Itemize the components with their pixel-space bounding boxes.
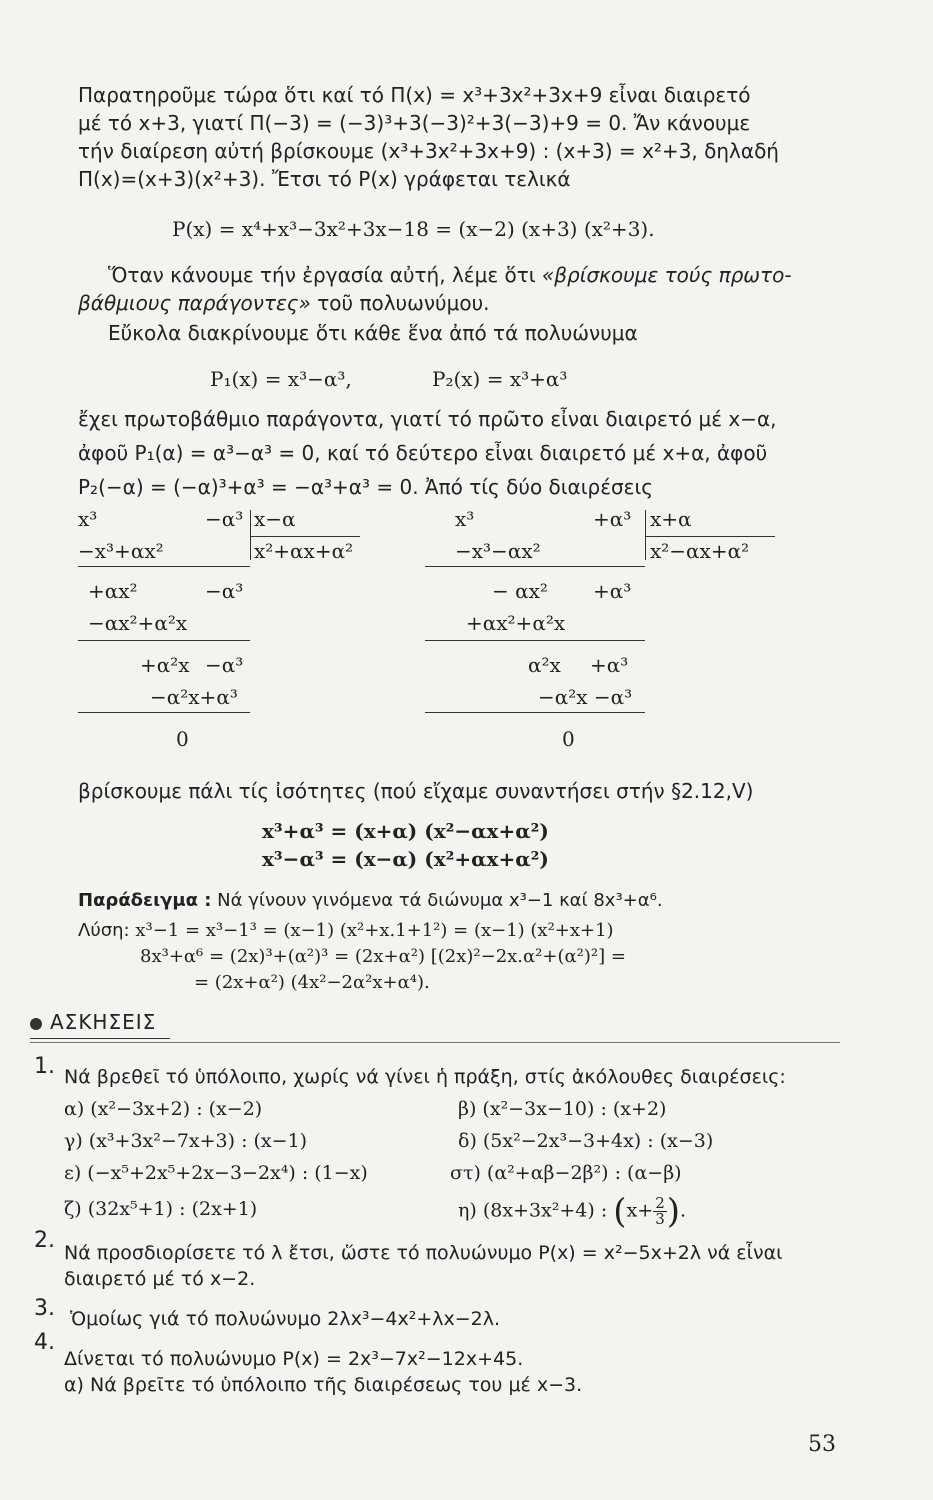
exercise-number: 3. <box>34 1296 55 1321</box>
exercises-heading <box>30 1010 156 1034</box>
solution-label: Λύση: <box>78 920 130 941</box>
subtraction-term: −x³−αx² <box>455 539 541 563</box>
solution-text: x³−1 = x³−1³ = (x−1) (x²+x.1+1²) = (x−1) (x²+x+1) <box>129 920 614 941</box>
subtraction-term: +αx²+α²x <box>466 611 566 635</box>
division-bar <box>645 510 646 560</box>
exercise-item: η) (8x+3x²+4) : (x+ $\frac{2}{3}$ ). <box>458 1191 687 1232</box>
remainder-term: − αx² <box>492 579 548 603</box>
text-span: Ὅταν κάνουμε τήν ἐργασία αὐτή, λέμε ὅτι <box>108 263 542 287</box>
exercise-number: 1. <box>34 1054 55 1079</box>
identity-sum-of-cubes: x³+α³ = (x+α) (x²−αx+α²) <box>262 819 549 843</box>
exercise-number: 2. <box>34 1228 55 1253</box>
text-span: τοῦ πολυωνύμου. <box>310 291 490 315</box>
dividend-term: −α³ <box>205 507 244 531</box>
rule <box>425 712 645 713</box>
exercise-text: Νά προσδιορίσετε τό λ ἔτσι, ὥστε τό πολυώνυμο P(x) = x²−5x+2λ νά εἶναι <box>64 1242 783 1264</box>
divisor: x−α <box>254 507 296 531</box>
divisor: x+α <box>650 507 692 531</box>
rule <box>425 566 645 567</box>
rule <box>425 640 645 641</box>
close-paren: ) <box>666 1191 681 1232</box>
item-text: η) (8x+3x²+4) : <box>458 1199 614 1222</box>
bullet-icon <box>30 1018 42 1030</box>
paragraph-line <box>78 290 490 316</box>
factorization-equation: P(x) = x⁴+x³−3x²+3x−18 = (x−2) (x+3) (x²+3). <box>172 217 655 241</box>
final-remainder: 0 <box>176 727 189 751</box>
remainder-term: −α³ <box>205 653 244 677</box>
item-text: x+ <box>626 1199 654 1222</box>
rule <box>78 712 250 713</box>
polynomial-p2: P₂(x) = x³+α³ <box>432 367 568 391</box>
remainder-term: +α³ <box>593 579 632 603</box>
paragraph-line: τήν διαίρεση αὐτή βρίσκουμε (x³+3x²+3x+9) : (x+3) = x²+3, δηλαδή <box>78 139 779 163</box>
heading-rule <box>30 1042 840 1043</box>
example-label: Παράδειγμα : <box>78 890 212 911</box>
exercise-item: δ) (5x²−2x³−3+4x) : (x−3) <box>458 1130 714 1152</box>
italic-span: «βρίσκουμε τούς πρωτο- <box>541 263 792 287</box>
final-remainder: 0 <box>562 727 575 751</box>
division-bar <box>645 536 775 537</box>
paragraph-line: ἔχει πρωτοβάθμιο παράγοντα, γιατί τό πρῶτο εἶναι διαιρετό μέ x−α, <box>78 407 777 431</box>
remainder-term: +α²x <box>140 653 190 677</box>
identity-difference-of-cubes: x³−α³ = (x−α) (x²+αx+α²) <box>262 847 549 871</box>
exercise-text: Ὁμοίως γιά τό πολυώνυμο 2λx³−4x²+λx−2λ. <box>70 1308 501 1330</box>
subtraction-term: −α²x+α³ <box>150 685 238 709</box>
rule <box>78 640 250 641</box>
remainder-term: α²x <box>528 653 561 677</box>
remainder-term: −α³ <box>205 579 244 603</box>
dividend-term: x³ <box>455 507 475 531</box>
solution-line <box>78 918 614 944</box>
quotient: x²+αx+α² <box>254 539 354 563</box>
exercise-item: β) (x²−3x−10) : (x+2) <box>458 1098 667 1120</box>
exercise-item: α) (x²−3x+2) : (x−2) <box>64 1098 263 1120</box>
exercise-item: ζ) (32x⁵+1) : (2x+1) <box>64 1198 258 1220</box>
paragraph-line: Π(x)=(x+3)(x²+3). Ἔτσι τό P(x) γράφεται τελικά <box>78 167 571 191</box>
paragraph-line: Παρατηροῦμε τώρα ὅτι καί τό Π(x) = x³+3x²+3x+9 εἶναι διαιρετό <box>78 83 751 107</box>
open-paren: ( <box>613 1191 627 1232</box>
dividend-term: x³ <box>78 507 98 531</box>
example-text: Νά γίνουν γινόμενα τά διώνυμα x³−1 καί 8x³+α⁶. <box>211 890 663 911</box>
paragraph-line: P₂(−α) = (−α)³+α³ = −α³+α³ = 0. Ἀπό τίς δύο διαιρέσεις <box>78 475 653 499</box>
exercise-item: στ) (α²+αβ−2β²) : (α−β) <box>450 1162 682 1184</box>
dividend-term: +α³ <box>593 507 632 531</box>
solution-line: = (2x+α²) (4x²−2α²x+α⁴). <box>194 972 430 993</box>
remainder-term: +α³ <box>590 653 629 677</box>
denominator: 3 <box>655 1210 665 1228</box>
quotient: x²−αx+α² <box>650 539 750 563</box>
paragraph-line: Εὔκολα διακρίνουμε ὅτι κάθε ἕνα ἀπό τά πολυώνυμα <box>108 321 638 345</box>
page-number: 53 <box>808 1432 836 1457</box>
italic-span: βάθμιους παράγοντες» <box>78 291 311 315</box>
exercise-text: α) Νά βρεῖτε τό ὑπόλοιπο τῆς διαιρέσεως του μέ x−3. <box>64 1374 583 1396</box>
fraction <box>653 1196 667 1227</box>
exercise-text: διαιρετό μέ τό x−2. <box>64 1268 256 1290</box>
paragraph-line: μέ τό x+3, γιατί Π(−3) = (−3)³+3(−3)²+3(−3)+9 = 0. Ἄν κάνουμε <box>78 111 751 135</box>
rule <box>78 566 250 567</box>
exercise-text: Νά βρεθεῖ τό ὑπόλοιπο, χωρίς νά γίνει ἡ πράξη, στίς ἀκόλουθες διαιρέσεις: <box>64 1066 786 1088</box>
exercise-item: γ) (x³+3x²−7x+3) : (x−1) <box>64 1130 308 1152</box>
numerator: 2 <box>655 1194 665 1212</box>
heading-text: ΑΣΚΗΣΕΙΣ <box>50 1010 157 1034</box>
exercise-text: Δίνεται τό πολυώνυμο P(x) = 2x³−7x²−12x+45. <box>64 1348 524 1370</box>
example-line <box>78 888 663 914</box>
polynomial-p1: P₁(x) = x³−α³, <box>210 367 352 391</box>
remainder-term: +αx² <box>88 579 138 603</box>
paragraph-line: βρίσκουμε πάλι τίς ἰσότητες (πού εἴχαμε συναντήσει στήν §2.12,V) <box>78 779 754 803</box>
division-bar <box>250 510 251 560</box>
paragraph-line <box>108 262 792 288</box>
exercise-number: 4. <box>34 1330 55 1355</box>
division-bar <box>250 536 360 537</box>
heading-underline <box>30 1038 170 1039</box>
subtraction-term: −α²x −α³ <box>538 685 633 709</box>
subtraction-term: −x³+αx² <box>78 539 164 563</box>
subtraction-term: −αx²+α²x <box>88 611 188 635</box>
solution-line: 8x³+α⁶ = (2x)³+(α²)³ = (2x+α²) [(2x)²−2x.α²+(α²)²] = <box>140 946 626 967</box>
exercise-item: ε) (−x⁵+2x⁵+2x−3−2x⁴) : (1−x) <box>64 1162 368 1184</box>
paragraph-line: ἀφοῦ P₁(α) = α³−α³ = 0, καί τό δεύτερο εἶναι διαιρετό μέ x+α, ἀφοῦ <box>78 441 768 465</box>
